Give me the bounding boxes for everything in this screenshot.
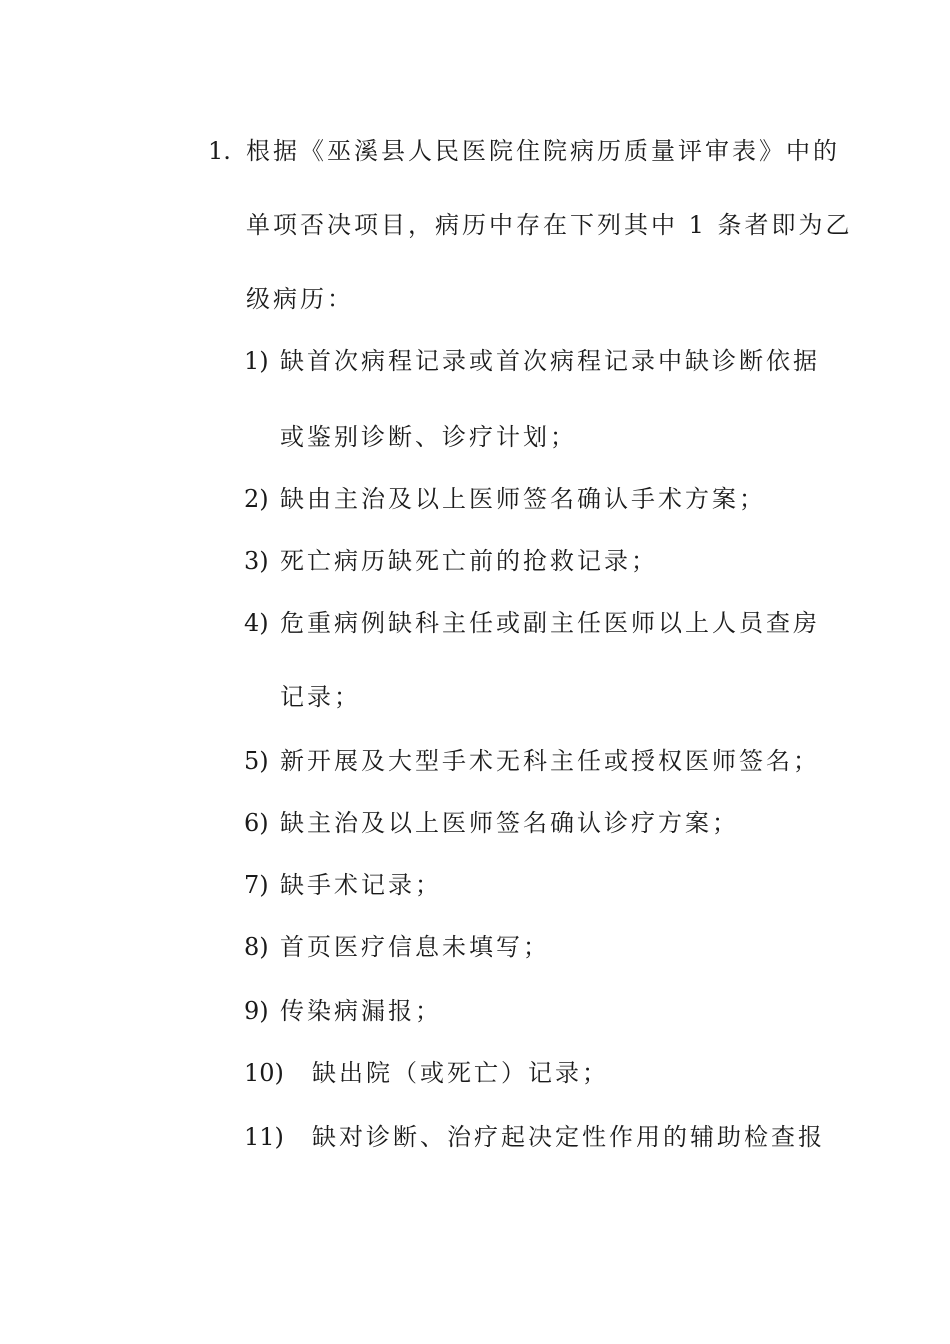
list-item-number: 2) (244, 485, 269, 513)
heading-line-2: 单项否决项目，病历中存在下列其中 1 条者即为乙 (246, 211, 853, 239)
list-item-text: 缺由主治及以上医师签名确认手术方案； (280, 485, 766, 513)
heading-number: 1. (208, 137, 231, 165)
list-item-number: 4) (244, 609, 269, 637)
heading-line-1: 根据《巫溪县人民医院住院病历质量评审表》中的 (246, 137, 840, 165)
list-item-text-continued: 或鉴别诊断、诊疗计划； (280, 423, 577, 451)
list-item-number: 1) (244, 347, 269, 375)
list-item-text: 缺手术记录； (280, 871, 442, 899)
heading-line-3: 级病历： (246, 285, 354, 313)
list-item-number: 5) (244, 747, 269, 775)
list-item-number: 8) (244, 933, 269, 961)
list-item-number: 11) (244, 1123, 284, 1151)
list-item-text-continued: 记录； (280, 683, 361, 711)
list-item-text: 首页医疗信息未填写； (280, 933, 550, 961)
list-item-text: 缺首次病程记录或首次病程记录中缺诊断依据 (280, 347, 820, 375)
list-item-text: 死亡病历缺死亡前的抢救记录； (280, 547, 658, 575)
list-item-text: 缺主治及以上医师签名确认诊疗方案； (280, 809, 739, 837)
list-item-number: 7) (244, 871, 269, 899)
list-item-number: 3) (244, 547, 269, 575)
list-item-number: 6) (244, 809, 269, 837)
list-item-text: 缺出院（或死亡）记录； (312, 1059, 609, 1087)
list-item-text: 危重病例缺科主任或副主任医师以上人员查房 (280, 609, 820, 637)
list-item-text: 缺对诊断、治疗起决定性作用的辅助检查报 (312, 1123, 825, 1151)
list-item-text: 传染病漏报； (280, 997, 442, 1025)
list-item-number: 10) (244, 1059, 284, 1087)
list-item-text: 新开展及大型手术无科主任或授权医师签名； (280, 747, 820, 775)
list-item-number: 9) (244, 997, 269, 1025)
